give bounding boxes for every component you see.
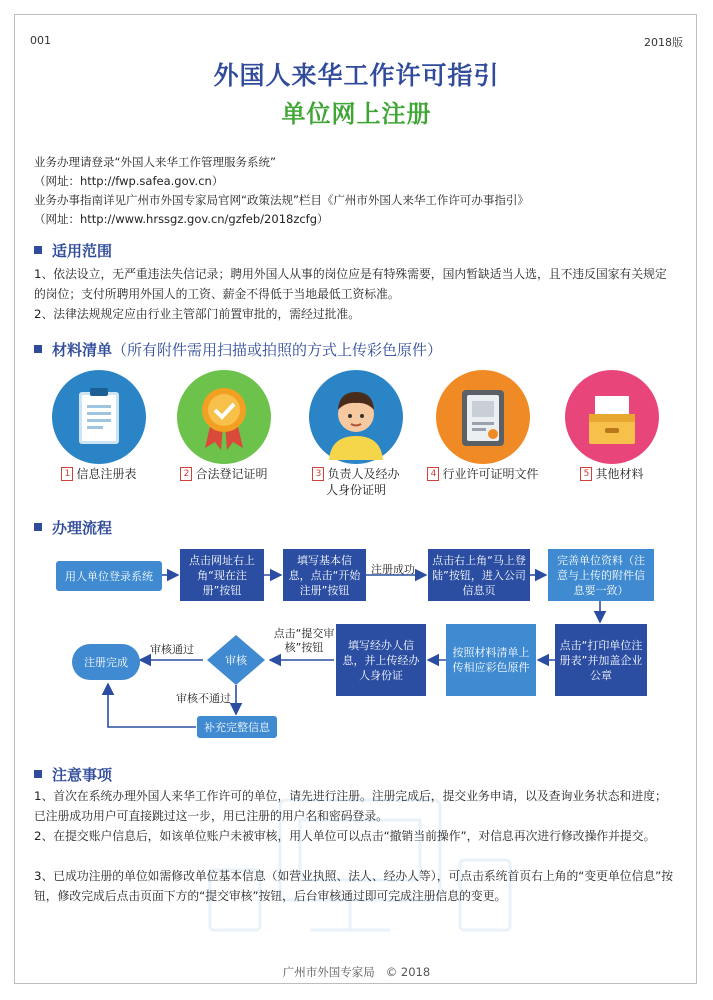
flow-step-click-login: 点击右上角“马上登陆”按钮，进入公司信息页	[428, 549, 530, 601]
material-2-caption: 2 合法登记证明	[164, 466, 284, 482]
flow-step-upload: 按照材料清单上传相应彩色原件	[446, 624, 536, 696]
flow-label-failed: 审核不通过	[176, 692, 231, 705]
notes-paragraph-2: 2、在提交账户信息后，如该单位账户未被审核，用人单位可以点击“撤销当前操作”，对信息再次进行修改操作并提交。	[34, 829, 656, 843]
flow-label-register-success: 注册成功	[371, 563, 415, 576]
material-3-caption: 3 负责人及经办 人身份证明	[296, 466, 416, 498]
section-heading-process: 办理流程	[34, 517, 112, 538]
notes-paragraph-1: 1、首次在系统办理外国人来华工作许可的单位，请先进行注册。注册完成后，提交业务申请，以及查询业务状态和进度；已注册成功用户可直接跳过这一步，用已注册的用户名和密码登录。	[34, 789, 667, 823]
intro-url-1[interactable]: （网址：http://fwp.safea.gov.cn）	[34, 174, 224, 188]
section-heading-scope: 适用范围	[34, 240, 112, 261]
flow-step-done: 注册完成	[72, 644, 140, 680]
intro-line-1: 业务办理请登录“外国人来华工作管理服务系统”	[34, 155, 276, 169]
material-4-caption: 4 行业许可证明文件	[418, 466, 548, 482]
doc-number: 001	[30, 34, 51, 47]
scope-paragraph-2: 2、法律法规规定应由行业主管部门前置审批的，需经过批准。	[34, 307, 361, 321]
flow-step-print-form: 点击“打印单位注册表”并加盖企业公章	[555, 624, 647, 696]
section-heading-materials: 材料清单（所有附件需用扫描或拍照的方式上传彩色原件）	[34, 339, 442, 360]
flow-step-fill-basic: 填写基本信息，点击“开始注册”按钮	[283, 549, 366, 601]
flow-step-fill-agent: 填写经办人信息，并上传经办人身份证	[336, 624, 426, 696]
background-office-illustration	[200, 780, 520, 960]
material-1-caption: 1 信息注册表	[40, 466, 158, 482]
intro-url-2[interactable]: （网址：http://www.hrssgz.gov.cn/gzfeb/2018zcfg）	[34, 212, 329, 226]
notes-paragraph-3: 3、已成功注册的单位如需修改单位基本信息（如营业执照、法人、经办人等），可点击系统首页右上角的“变更单位信息”按钮，修改完成后点击页面下方的“提交审核”按钮，后台审核通过即可完成注册信息的变更。	[34, 869, 674, 903]
page-title: 外国人来华工作许可指引	[213, 61, 500, 90]
footer-copyright: © 2018	[385, 965, 431, 979]
section-heading-notes: 注意事项	[34, 764, 112, 785]
scope-paragraph-1: 1、依法设立，无严重违法失信记录；聘用外国人从事的岗位应是有特殊需要，国内暂缺适当人选，且不违反国家有关规定的岗位；支付所聘用外国人的工资、薪金不得低于当地最低工资标准。	[34, 267, 667, 301]
bullet-square-icon	[34, 770, 42, 778]
flow-label-passed: 审核通过	[150, 643, 194, 656]
flow-label-submit-review: 点击“提交审核”按钮	[273, 627, 335, 654]
flow-step-login: 用人单位登录系统	[56, 561, 162, 591]
flow-step-complete-info: 完善单位资料（注意与上传的附件信息要一致）	[548, 549, 654, 601]
flow-review-diamond: 审核	[206, 634, 266, 686]
footer	[0, 964, 713, 980]
flow-step-supplement: 补充完整信息	[197, 716, 277, 738]
material-5-caption: 5 其他材料	[552, 466, 672, 482]
edition-label: 2018版	[644, 36, 683, 49]
intro-line-3: 业务办事指南详见广州市外国专家局官网“政策法规”栏目《广州市外国人来华工作许可办事指引》	[34, 193, 529, 207]
footer-org: 广州市外国专家局	[282, 965, 375, 979]
flow-step-click-register: 点击网址右上角“现在注册”按钮	[180, 549, 264, 601]
page-subtitle: 单位网上注册	[281, 100, 432, 128]
